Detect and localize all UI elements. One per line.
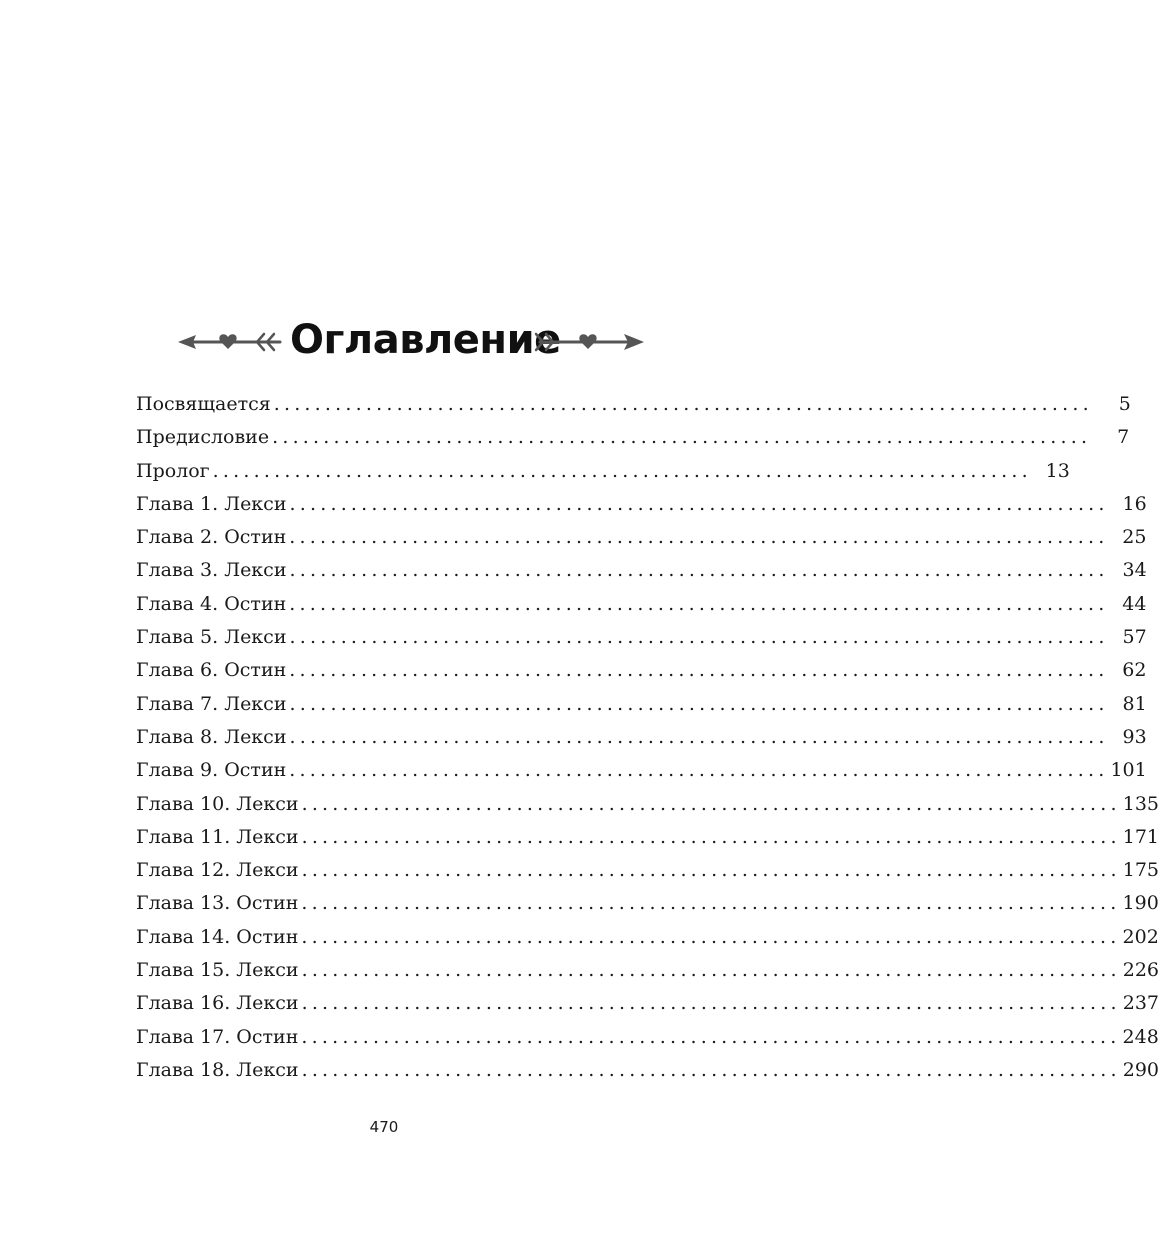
toc-entry[interactable] xyxy=(136,721,1147,754)
toc-entry-title: Глава 1. Лекси xyxy=(136,492,287,515)
dot-leader: ................................................................................ xyxy=(273,393,1093,415)
toc-entry-page: 25 xyxy=(1122,526,1147,549)
toc-entry-page: 190 xyxy=(1122,892,1159,915)
toc-entry-page: 171 xyxy=(1122,825,1159,848)
toc-entry-page: 237 xyxy=(1122,992,1159,1015)
arrow-heart-ornament-right-icon xyxy=(530,308,646,372)
toc-entry-title: Глава 17. Остин xyxy=(136,1025,299,1048)
dot-leader: ................................................................................ xyxy=(289,759,1109,782)
toc-entry-title: Глава 6. Остин xyxy=(136,659,287,682)
toc-entry[interactable] xyxy=(136,987,1159,1020)
toc-entry-page: 290 xyxy=(1122,1058,1159,1081)
toc-entry-title: Глава 10. Лекси xyxy=(136,792,299,815)
toc-entry-title: Глава 14. Остин xyxy=(136,925,299,948)
toc-entry-title: Глава 18. Лекси xyxy=(136,1058,299,1081)
arrow-heart-ornament-left-icon xyxy=(176,308,288,372)
dot-leader: ................................................................................ xyxy=(301,959,1121,982)
toc-entry-page: 175 xyxy=(1122,859,1159,882)
toc-entry-page: 34 xyxy=(1122,559,1147,582)
dot-leader: ................................................................................ xyxy=(272,426,1092,449)
toc-entry-title: Посвящается xyxy=(136,393,271,415)
dot-leader: ................................................................................ xyxy=(301,1058,1121,1081)
toc-entry-page: 7 xyxy=(1117,426,1130,449)
toc-entry[interactable] xyxy=(136,954,1159,987)
toc-entry-title: Глава 15. Лекси xyxy=(136,959,299,982)
toc-entry-page: 93 xyxy=(1122,725,1147,748)
toc-entry[interactable] xyxy=(136,854,1159,887)
toc-entry-title: Глава 13. Остин xyxy=(136,892,299,915)
dot-leader: ................................................................................ xyxy=(301,792,1121,815)
dot-leader: ................................................................................ xyxy=(289,659,1109,682)
toc-entry[interactable] xyxy=(136,1054,1159,1087)
toc-entry-title: Глава 12. Лекси xyxy=(136,859,299,882)
toc-entry[interactable] xyxy=(136,1021,1159,1054)
toc-entry-page: 202 xyxy=(1122,925,1159,948)
toc-entry[interactable] xyxy=(136,455,1070,488)
toc-entry[interactable] xyxy=(136,521,1147,554)
dot-leader: ................................................................................ xyxy=(289,526,1109,549)
dot-leader: ................................................................................ xyxy=(289,725,1109,748)
dot-leader: ................................................................................ xyxy=(301,892,1121,915)
page-title: Оглавление xyxy=(290,317,561,363)
toc-entry[interactable] xyxy=(136,788,1159,821)
toc-heading xyxy=(0,308,768,372)
dot-leader: ................................................................................ xyxy=(289,492,1109,515)
toc-entry-title: Глава 2. Остин xyxy=(136,526,287,549)
toc-entry-title: Глава 7. Лекси xyxy=(136,692,287,715)
toc-entry-title: Глава 11. Лекси xyxy=(136,825,299,848)
toc-entry[interactable] xyxy=(136,821,1159,854)
toc-entry[interactable] xyxy=(136,488,1147,521)
table-of-contents xyxy=(136,388,1159,1087)
dot-leader: ................................................................................ xyxy=(289,626,1109,649)
toc-entry-page: 248 xyxy=(1122,1025,1159,1048)
dot-leader: ................................................................................ xyxy=(212,459,1032,482)
toc-entry-page: 135 xyxy=(1122,792,1159,815)
toc-entry-page: 57 xyxy=(1122,626,1147,649)
toc-entry-title: Глава 8. Лекси xyxy=(136,725,287,748)
toc-entry-page: 101 xyxy=(1110,759,1147,782)
toc-entry[interactable] xyxy=(136,654,1147,687)
dot-leader: ................................................................................ xyxy=(289,692,1109,715)
dot-leader: ................................................................................ xyxy=(301,925,1121,948)
toc-entry[interactable] xyxy=(136,554,1147,587)
toc-entry-title: Предисловие xyxy=(136,426,270,449)
toc-entry[interactable] xyxy=(136,887,1159,920)
toc-entry[interactable] xyxy=(136,588,1147,621)
toc-entry[interactable] xyxy=(136,921,1159,954)
dot-leader: ................................................................................ xyxy=(301,992,1121,1015)
dot-leader: ................................................................................ xyxy=(289,559,1109,582)
toc-entry-title: Глава 5. Лекси xyxy=(136,626,287,649)
dot-leader: ................................................................................ xyxy=(289,592,1109,615)
toc-entry-page: 5 xyxy=(1118,393,1131,415)
toc-entry-page: 44 xyxy=(1122,592,1147,615)
toc-entry-page: 81 xyxy=(1122,692,1147,715)
toc-entry[interactable] xyxy=(136,754,1147,787)
dot-leader: ................................................................................ xyxy=(301,1025,1121,1048)
toc-entry-page: 62 xyxy=(1122,659,1147,682)
toc-entry-page: 16 xyxy=(1122,492,1147,515)
toc-entry-title: Глава 16. Лекси xyxy=(136,992,299,1015)
dot-leader: ................................................................................ xyxy=(301,825,1121,848)
toc-entry-title: Пролог xyxy=(136,459,210,482)
toc-entry[interactable] xyxy=(136,688,1147,721)
toc-entry-title: Глава 9. Остин xyxy=(136,759,287,782)
page-number: 470 xyxy=(369,1118,399,1136)
toc-entry[interactable] xyxy=(136,388,1131,421)
toc-entry[interactable] xyxy=(136,421,1130,454)
toc-entry[interactable] xyxy=(136,621,1147,654)
toc-entry-title: Глава 4. Остин xyxy=(136,592,287,615)
toc-entry-page: 226 xyxy=(1122,959,1159,982)
toc-entry-page: 13 xyxy=(1045,459,1070,482)
toc-entry-title: Глава 3. Лекси xyxy=(136,559,287,582)
dot-leader: ................................................................................ xyxy=(301,859,1121,882)
